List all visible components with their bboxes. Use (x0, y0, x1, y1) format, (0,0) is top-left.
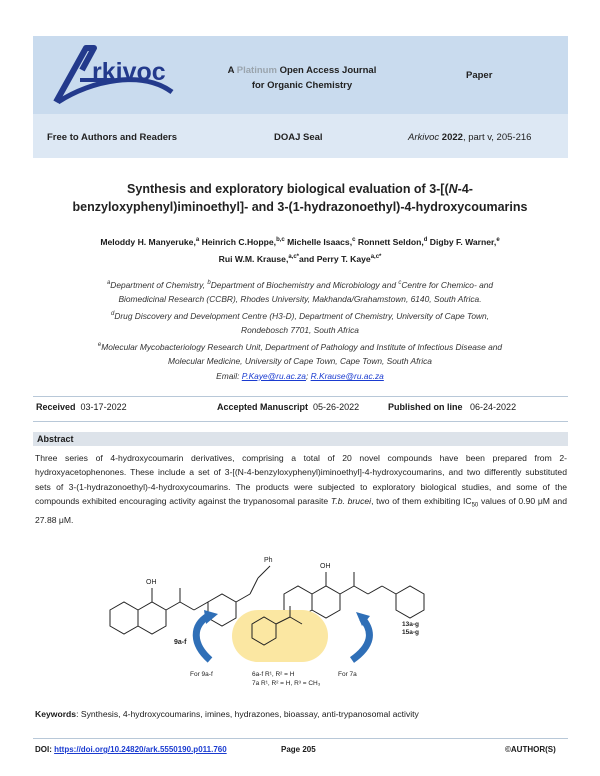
doi-label: DOI: (35, 745, 52, 754)
authors (40, 233, 560, 267)
author-affil-sup: a,c* (288, 253, 300, 260)
email-link-kaye[interactable]: P.Kaye@ru.ac.za (241, 370, 306, 381)
published-date: 06-24-2022 (470, 402, 517, 412)
oh-label-left: OH (146, 579, 157, 586)
free-to-authors: Free to Authors and Readers (47, 132, 178, 143)
title-part: Synthesis and exploratory biological evaluation of 3-[( (127, 182, 449, 196)
affiliation-line: $^a$Department of Chemistry, $^b$Department of Biochemistry and Microbiology and $^c$Centre for Chemico- and (106, 279, 494, 290)
arrow-right (352, 618, 369, 660)
cmpd-line1: 6a-f R¹, R² = H (252, 671, 295, 678)
abstract-text (35, 451, 567, 528)
acetophenone-highlight (232, 610, 328, 662)
tagline-line2: for Organic Chemistry (251, 80, 353, 91)
tagline-platinum: Platinum (236, 65, 277, 76)
arkivoc-logo (52, 40, 202, 110)
keywords-text: : Synthesis, 4-hydroxycoumarins, imines, hydrazones, bioassay, anti-trypanosomal activity (76, 709, 419, 719)
arrow-left (196, 616, 210, 660)
footer (35, 745, 565, 754)
author-name: Michelle Isaacs, (284, 236, 353, 247)
accepted-date: 05-26-2022 (313, 402, 360, 412)
author-name: Ronnett Seldon, (355, 236, 424, 247)
graphical-abstract (80, 548, 520, 698)
abstract-species: T.b. brucei (330, 496, 372, 507)
author-affil-sup: b,c (276, 237, 285, 243)
citation-journal: Arkivoc (408, 132, 440, 143)
affiliation-line: $^e$Molecular Mycobacteriology Research Unit, Department of Pathology and Institute of Infectious Disease and (97, 341, 503, 352)
oh-label-right: OH (320, 563, 331, 570)
keywords-label: Keywords (35, 709, 77, 719)
author-name: Rui W.M. Krause, (218, 253, 289, 264)
author-affil-sup: a,c* (370, 253, 382, 260)
title-part: -4- (457, 182, 473, 196)
author-name: Digby F. Warner, (427, 236, 497, 247)
title-line2: benzyloxyphenyl)iminoethyl]- and 3-(1-hydrazonoethyl)-4-hydroxycoumarins (72, 200, 528, 214)
logo-text: rkivoc (92, 58, 166, 86)
author-affil-sup: a (195, 237, 200, 243)
affiliation-line: Molecular Medicine, University of Cape Town, Cape Town, South Africa (168, 356, 432, 367)
abstract-part: , two of them exhibiting IC (371, 496, 472, 507)
abstract-sub: 50 (471, 502, 479, 509)
label-13ag: 13a-g (402, 621, 419, 628)
author-name: and Perry T. Kaye (299, 253, 371, 264)
email-label: Email: (216, 370, 240, 381)
ph-label: Ph (264, 557, 273, 564)
journal-tagline (222, 63, 382, 93)
doaj-seal: DOAJ Seal (274, 132, 323, 143)
authors-line1 (40, 233, 560, 250)
for-9af: For 9a-f (190, 671, 213, 678)
affiliations (40, 276, 560, 384)
keywords (35, 709, 565, 719)
email-link-krause[interactable]: R.Krause@ru.ac.za (310, 370, 384, 381)
author-affil-sup: d (423, 237, 428, 243)
arrow-left-head (204, 610, 218, 624)
abstract-part: Three series of 4-hydroxycoumarin derivatives, comprising a total of 20 novel compounds have been prepared from 2-hydroxyacetophenones. These include a set of 3-[(N-4-benzyloxyphenyl)iminoethyl]-4-hydroxycoumarins, and two differently substituted sets of 3-(1-hydrazonoethyl)-4-hydroxycoumarins. The products were subjected to exploratory biological studies, and some of the compounds exhibited encouraging activity against the trypanosomal parasite (35, 453, 567, 507)
divider (33, 421, 568, 422)
affiliation-line: Rondebosch 7701, South Africa (241, 325, 359, 336)
received-date: 03-17-2022 (80, 402, 127, 412)
for-7a: For 7a (338, 671, 357, 678)
email-line (40, 369, 560, 384)
label-9af: 9a-f (174, 639, 187, 646)
abstract-heading: Abstract (33, 432, 568, 446)
citation (408, 132, 531, 143)
abstract-part: values of 0.90 μM and 27.88 μM. (35, 496, 567, 526)
author-name: Meloddy H. Manyeruke, (100, 236, 196, 247)
doi-link[interactable]: https://doi.org/10.24820/ark.5550190.p011.760 (54, 745, 227, 754)
affiliation-line: Biomedicinal Research (CCBR), Rhodes University, Makhanda/Grahamstown, 6140, South Africa. (118, 294, 482, 305)
author-name: Heinrich C.Hoppe, (199, 236, 277, 247)
divider (33, 738, 568, 739)
citation-year: 2022 (441, 132, 463, 143)
tagline-rest: Open Access Journal (279, 65, 377, 76)
divider (33, 396, 568, 397)
title-italic-n: N (448, 182, 458, 196)
copyright: ©AUTHOR(S) (505, 745, 556, 754)
published-label: Published on line (388, 402, 463, 412)
accepted (217, 402, 359, 412)
paper-title (40, 180, 560, 216)
received (36, 402, 127, 412)
tagline-prefix: A (227, 65, 235, 76)
citation-rest: , part v, 205-216 (462, 132, 532, 143)
affiliation-line: $^d$Drug Discovery and Development Centre (H3-D), Department of Chemistry, University of Cape Town, (110, 310, 490, 321)
label-15ag: 15a-g (402, 629, 419, 636)
authors-line2 (40, 250, 560, 267)
author-affil-sup: c (352, 237, 356, 243)
author-affil-sup: e (496, 237, 500, 243)
published (388, 402, 516, 412)
received-label: Received (36, 402, 76, 412)
cmpd-line2: 7a R¹, R² = H, R³ = CH₃ (252, 680, 321, 687)
email-sep: ; (305, 370, 309, 381)
accepted-label: Accepted Manuscript (217, 402, 309, 412)
paper-type: Paper (466, 70, 493, 81)
page-number: Page 205 (281, 745, 316, 754)
